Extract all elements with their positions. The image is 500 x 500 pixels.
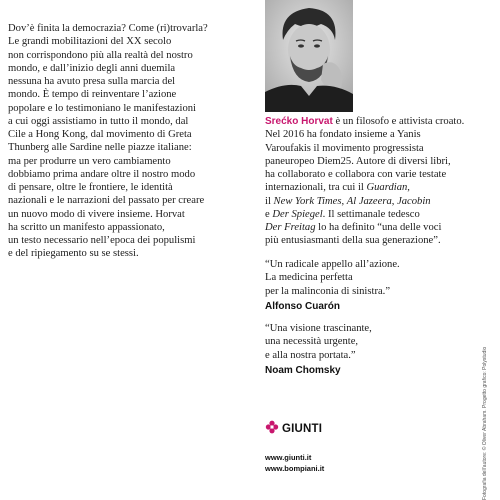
bio-line: Nel 2016 ha fondato insieme a Yanis [265,129,421,141]
quote-line: e alla nostra portata.” [265,349,356,361]
publication-title: Der Spiegel [272,208,323,220]
bio-text: , [341,195,347,207]
bio-text: , [407,182,410,194]
publication-title: Der Freitag [265,222,316,233]
blurb-line: un testo necessario nell’epoca dei populismi [8,235,196,246]
quote-line: La medicina perfetta [265,272,353,284]
bio-line [265,221,480,234]
bio-line: Varoufakis il movimento progressista [265,142,424,154]
author-photo [265,0,353,112]
blurb-line: nessuna ha avuto presa sulla marcia del [8,76,176,87]
blurb-line: di pensare, oltre le frontiere, le identità [8,182,173,193]
bio-text: , [391,195,398,207]
blurb-line: nazionali e le narrazioni del passato per creare [8,195,205,207]
blurb-line: Thunberg alle Sardine nelle piazze italiane: [8,142,192,154]
publisher-name: GIUNTI [282,423,323,435]
bio-line [265,208,480,221]
blurb-line: Dov’è finita la democrazia? Come (ri)trovarla? [8,23,208,34]
publication-title: Al Jazeera [346,195,392,207]
quote-author: Alfonso Cuarón [265,300,340,312]
bio-line [265,195,480,208]
website-link[interactable]: www.bompiani.it [265,464,325,473]
quote-line: una necessità urgente, [265,336,359,348]
blurb-line: Le grandi mobilitazioni del XX secolo [8,36,172,48]
publication-title: New York Times [273,195,342,207]
bio-text: è un filosofo e attivista croato. [332,116,465,127]
publication-title: Jacobin [397,195,431,207]
bio-line [265,181,480,194]
endorsement-quote [265,258,480,313]
blurb-line: ha scritto un manifesto appassionato, [8,221,165,233]
author-bio [265,115,480,248]
blurb-line: non corrispondono più alla realtà del nostro [8,49,193,61]
blurb-line: popolare e lo testimoniano le manifestazioni [8,102,196,114]
bio-line [265,115,480,128]
publisher-logo [265,420,322,438]
bio-line: paneuropeo Diem25. Autore di diversi libri, [265,155,451,167]
website-link[interactable]: www.giunti.it [265,453,312,462]
photo-credit: Fotografia dell’autore: © Oliver Abraham. Progetto grafico: Polystudio [482,346,488,500]
blurb-line: dobbiamo prima andare oltre il nostro modo [8,168,196,180]
bio-line: ha collaborato e collabora con varie testate [265,169,447,180]
book-blurb [8,22,236,261]
bio-text: il [265,195,274,207]
blurb-line: mondo, e dall’inizio degli anni duemila [8,62,176,74]
publication-title: Guardian [366,182,408,194]
blurb-line: ma per produrre un vero cambiamento [8,155,171,167]
bio-text: lo ha definito “una delle voci [315,222,442,233]
blurb-line: Cile a Hong Kong, dal movimento di Greta [8,129,192,140]
quote-line: “Una visione trascinante, [265,323,372,334]
bio-text: internazionali, tra cui il [265,182,367,194]
blurb-line: a cui oggi assistiamo in tutto il mondo, dal [8,115,189,127]
endorsement-quote [265,322,480,377]
quote-line: “Un radicale appello all’azione. [265,259,400,270]
blurb-line: e del ripiegamento su se stessi. [8,248,139,260]
bio-line: più entusiasmanti della sua generazione”. [265,235,441,247]
bio-text: . Il settimanale tedesco [322,208,420,220]
author-name: Srećko Horvat [265,116,333,127]
quote-line: per la malinconia di sinistra.” [265,285,391,297]
blurb-line: mondo. È tempo di reinventare l’azione [8,89,177,101]
blurb-line: un nuovo modo di vivere insieme. Horvat [8,208,185,220]
giunti-flower-icon [265,420,279,439]
bio-text: e [265,208,273,220]
publisher-websites [265,452,324,474]
quote-author: Noam Chomsky [265,364,341,376]
